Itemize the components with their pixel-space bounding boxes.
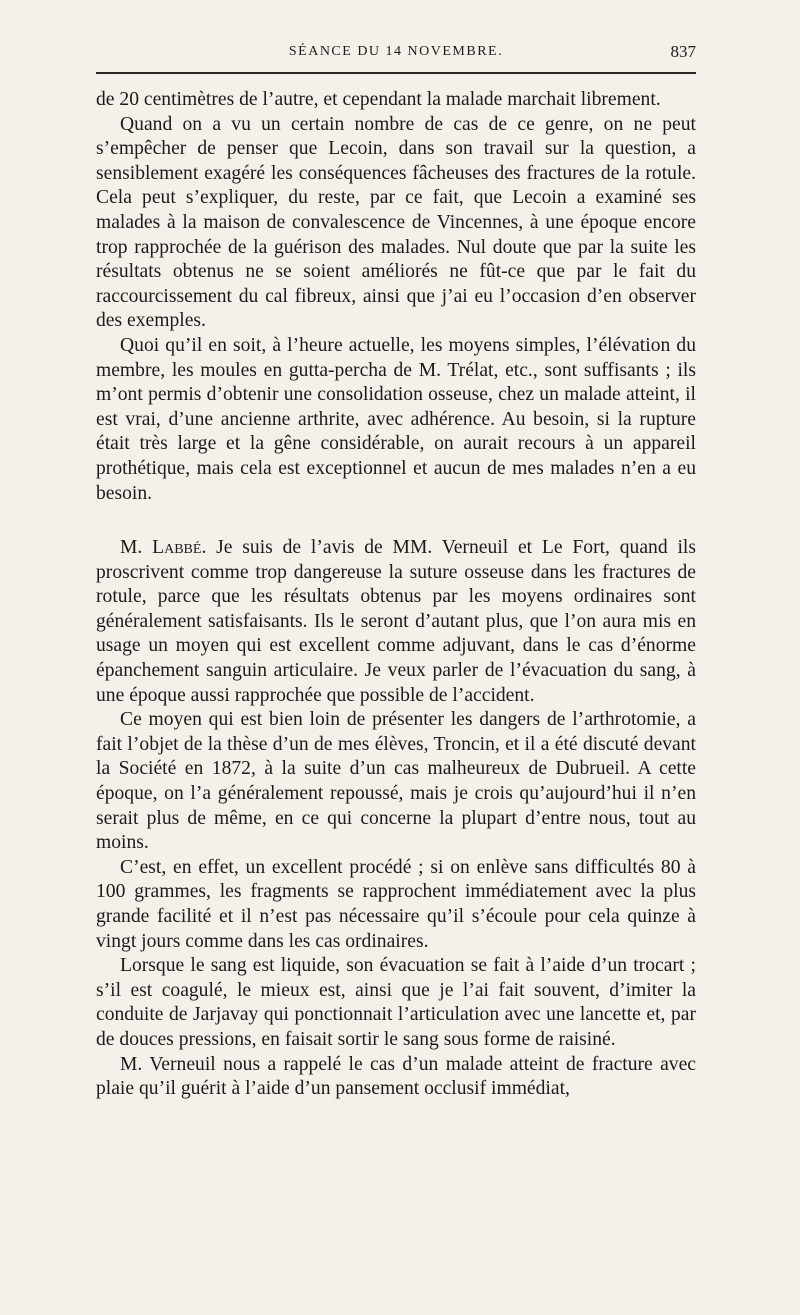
paragraph-procede: C’est, en effet, un excellent procédé ; si on enlève sans difficultés 80 à 100 grammes, les fragments se rapprochent immédiatement avec la plus grande facilité et il n’est pas nécessaire qu’il s’écoule pour cela quinze à vingt jours comme dans les cas ordinaires. [96,856,696,952]
header-rule [96,72,696,74]
book-page [96,40,696,1102]
section-gap [96,506,696,536]
paragraph-lecoin: Quand on a vu un certain nombre de cas de ce genre, on ne peut s’empêcher de penser que Lecoin, dans son travail sur la question, a sensiblement exagéré les conséquences fâcheuses des fractures de la rotule. Cela peut s’expliquer, du reste, par ce fait, que Lecoin a examiné ses malades à la maison de convalescence de Vincennes, à une époque encore trop rapprochée de la guérison des malades. Nul doute que par la suite les résultats obtenus ne se soient améliorés ne fût-ce que par le fait du raccourcissement du cal fibreux, ainsi que j’ai eu l’occasion d’en observer des exemples. [96,113,696,332]
paragraph-labbe [96,536,696,708]
running-title: SÉANCE DU 14 NOVEMBRE. [288,44,504,59]
paragraph-continuation: de 20 centimètres de l’autre, et cependant la malade marchait librement. [96,89,661,110]
paragraph-simple-means: Quoi qu’il en soit, à l’heure actuelle, les moyens simples, l’élévation du membre, les moules en gutta-percha de M. Trélat, etc., sont suffisants ; ils m’ont permis d’obtenir une consolidation osseuse, chez un malade atteint, il est vrai, d’une ancienne arthrite, avec adhérence. Au besoin, si la rupture était très large et la gêne considérable, on aurait recours à un appareil prothétique, mais cela est exceptionnel et aucun de mes malades n’en a eu besoin. [96,334,696,504]
running-head [96,40,696,70]
page-number: 837 [670,42,696,61]
paragraph-evacuation: Lorsque le sang est liquide, son évacuation se fait à l’aide d’un trocart ; s’il est coagulé, le mieux est, ainsi que je l’ai fait souvent, d’imiter la conduite de Jarjavay qui ponctionnait l’articulation avec une lancette et, par de douces pressions, en faisait sortir le sang sous forme de raisiné. [96,955,696,1050]
speaker-name: M. Labbé. [120,537,207,559]
paragraph-labbe-text: Je suis de l’avis de MM. Verneuil et Le Fort, quand ils proscrivent comme trop dangereuse la suture osseuse dans les fractures de rotule, parce que les résultats obtenus par les moyens ordinaires sont généralement satisfaisants. Ils le seront d’autant plus, que l’on aura mis en usage un moyen qui est excellent comme adjuvant, dans le cas d’énorme épanchement sanguin articulaire. Je veux parler de l’évacuation du sang, à une époque aussi rapprochée que possible de l’accident. [96,537,696,706]
paragraph-verneuil: M. Verneuil nous a rappelé le cas d’un malade atteint de fracture avec plaie qu’il guérit à l’aide d’un pansement occlusif immédiat, [96,1053,696,1100]
paragraph-arthrotomie: Ce moyen qui est bien loin de présenter les dangers de l’arthrotomie, a fait l’objet de la thèse d’un de mes élèves, Troncin, et il a été discuté devant la Société en 1872, à la suite d’un cas malheureux de Dubrueil. A cette époque, on l’a généralement repoussé, mais je crois qu’aujourd’hui il n’en serait plus de même, en ce qui concerne la plupart d’entre nous, tout au moins. [96,709,696,854]
